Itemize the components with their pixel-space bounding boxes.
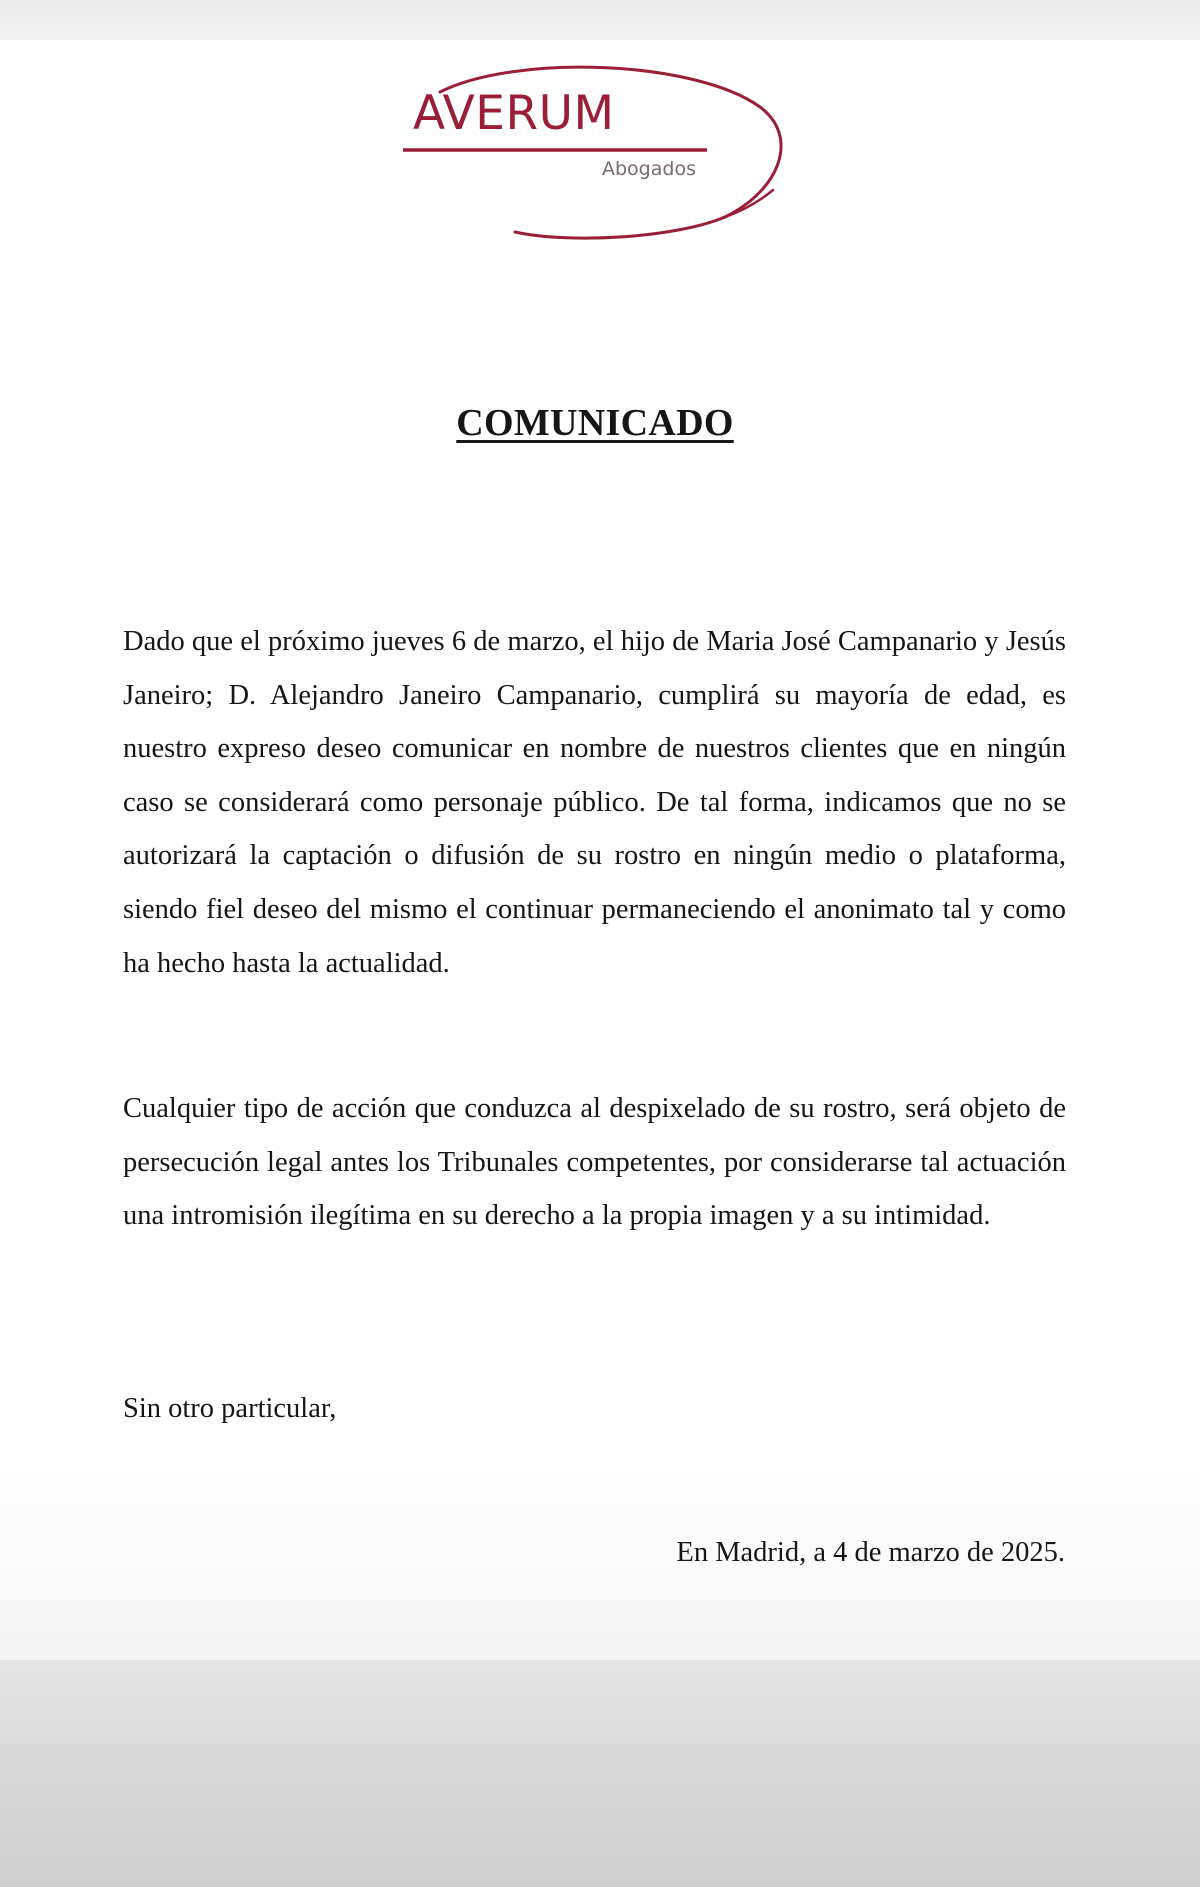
paragraph-1: Dado que el próximo jueves 6 de marzo, el hijo de Maria José Campanario y Jesús Janeiro; D. Alejandro Janeiro Campanario, cumplirá su mayoría de edad, es nuestro expreso deseo comunicar en nombre de nuestros clientes que en ningún caso se considerará como personaje público. De tal forma, indicamos que no se autorizará la captación o difusión de su rostro en ningún medio o plataforma, siendo fiel deseo del mismo el continuar permaneciendo el anonimato tal y como ha hecho hasta la actualidad. <box>123 626 1066 979</box>
paragraph-2: Cualquier tipo de acción que conduzca al despixelado de su rostro, será objeto de persecución legal antes los Tribunales competentes, por considerarse tal actuación una intromisión ilegítima en su derecho a la propia imagen y a su intimidad. <box>123 1093 1066 1232</box>
place-and-date: En Madrid, a 4 de marzo de 2025. <box>676 1537 1065 1568</box>
closing-line: Sin otro particular, <box>123 1393 337 1424</box>
document-title: COMUNICADO <box>456 402 734 444</box>
firm-subtitle: Abogados <box>602 158 696 180</box>
firm-name: AVERUM <box>413 86 615 141</box>
averum-logo <box>395 62 785 242</box>
bottom-margin <box>0 1660 1200 1887</box>
